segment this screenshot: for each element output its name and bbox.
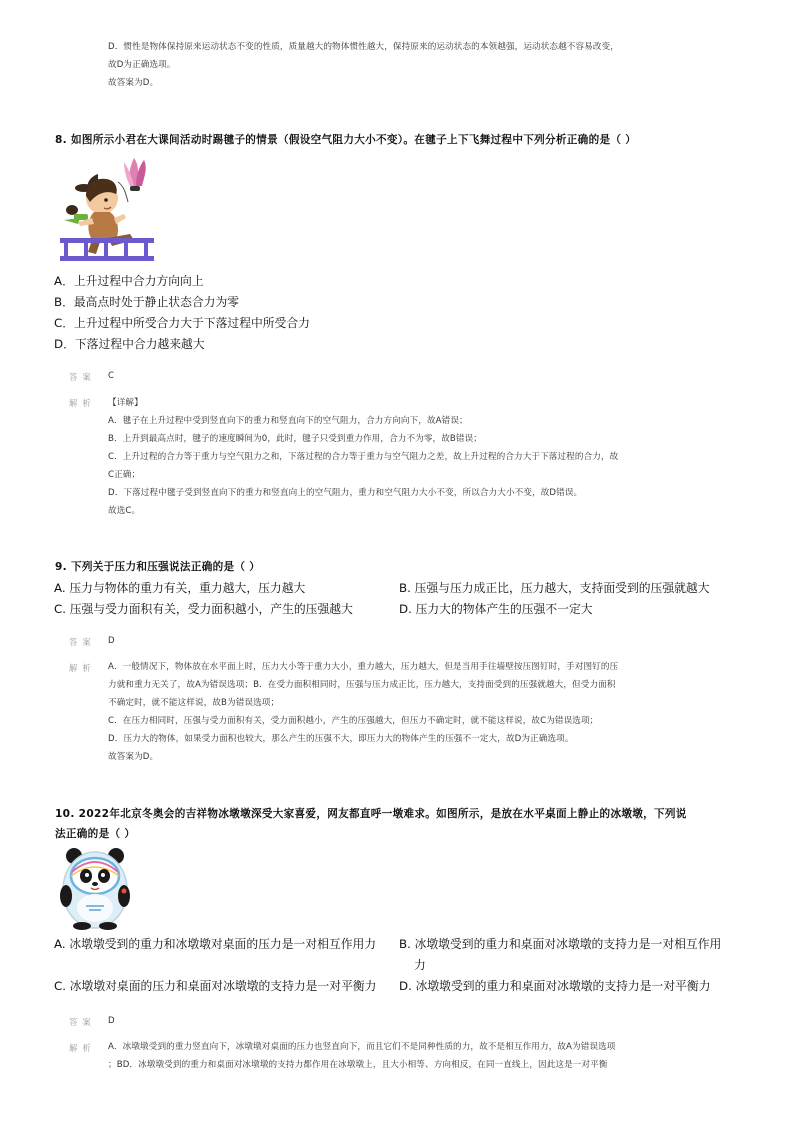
q8-analysis-line: D．下落过程中毽子受到竖直向下的重力和竖直向上的空气阻力，重力和空气阻力大小不变，所以合力大小不变，故D错误。 (108, 488, 583, 498)
q10-analysis-line: ；BD．冰墩墩受到的重力和桌面对冰墩墩的支持力都作用在冰墩墩上，且大小相等、方向相反，在同一直线上，因此这是一对平衡 (108, 1060, 608, 1070)
q9-answer-label: 答案 (69, 637, 96, 647)
q10-answer: D (108, 1016, 115, 1026)
q8-option-d[interactable]: D．下落过程中合力越来越大 (54, 337, 205, 351)
question-9-title: 9. 下列关于压力和压强说法正确的是（ ） (55, 561, 261, 573)
q8-option-c[interactable]: C．上升过程中所受合力大于下落过程中所受合力 (54, 316, 310, 330)
prev-analysis-line-3: 故答案为D。 (108, 78, 159, 88)
q9-answer: D (108, 636, 115, 646)
q9-option-c[interactable]: C. 压强与受力面积有关，受力面积越小，产生的压强越大 (54, 602, 353, 616)
q9-analysis-line: C．在压力相同时，压强与受力面积有关，受力面积越小，产生的压强越大，但压力不确定时，就不能这样说，故C为错误选项； (108, 716, 599, 726)
q8-analysis-line: 故选C。 (108, 506, 141, 516)
shuttlecock-icon (124, 158, 146, 191)
q9-analysis-line: 不确定时，就不能这样说，故B为错误选项； (108, 698, 280, 708)
q10-analysis-label: 解析 (69, 1043, 96, 1053)
prev-analysis-line-1: D．惯性是物体保持原来运动状态不变的性质，质量越大的物体惯性越大，保持原来的运动状态的本领越强，运动状态越不容易改变， (108, 42, 619, 52)
q9-analysis-line: D．压力大的物体，如果受力面积也较大，那么产生的压强不大，即压力大的物体产生的压强不一定大，故D为正确选项。 (108, 734, 574, 744)
q9-option-a[interactable]: A. 压力与物体的重力有关，重力越大，压力越大 (54, 581, 306, 595)
question-8-title: 8. 如图所示小君在大课间活动时踢毽子的情景（假设空气阻力大小不变）。在毽子上下飞舞过程中下列分析正确的是（ ） (55, 134, 637, 146)
q8-analysis-line: A．毽子在上升过程中受到竖直向下的重力和竖直向下的空气阻力，合力方向向下，故A错误； (108, 416, 468, 426)
q9-analysis-label: 解析 (69, 663, 96, 673)
q8-analysis-line: B．上升到最高点时，毽子的速度瞬间为0，此时，毽子只受到重力作用，合力不为零，故B错误； (108, 434, 483, 444)
bing-dwen-dwen-illustration (58, 846, 132, 930)
q8-answer: C (108, 371, 115, 381)
q8-answer-label: 答案 (69, 372, 96, 382)
q9-analysis-line: 故答案为D。 (108, 752, 159, 762)
q10-option-b[interactable]: B. 冰墩墩受到的重力和桌面对冰墩墩的支持力是一对相互作用 (399, 937, 722, 951)
q9-analysis-line: A．一般情况下，物体放在水平面上时，压力大小等于重力大小，重力越大，压力越大，但是当用手往墙壁按压图钉时，手对图钉的压 (108, 662, 619, 672)
q10-answer-label: 答案 (69, 1017, 96, 1027)
q8-option-a[interactable]: A．上升过程中合力方向向上 (54, 274, 204, 288)
q10-analysis-line: A．冰墩墩受到的重力竖直向下，冰墩墩对桌面的压力也竖直向下，而且它们不是同种性质的力，故不是相互作用力，故A为错误选项 (108, 1042, 616, 1052)
q9-option-b[interactable]: B. 压强与压力成正比，压力越大，支持面受到的压强就越大 (399, 581, 710, 595)
q9-analysis-line: 力就和重力无关了，故A为错误选项；B．在受力面积相同时，压强与压力成正比，压力越大，支持面受到的压强就越大，但受力面积 (108, 680, 616, 690)
question-10-title-line-2: 法正确的是（ ） (55, 828, 136, 840)
q8-analysis-line: 【详解】 (108, 398, 143, 408)
prev-analysis-line-2: 故D为正确选项。 (108, 60, 176, 70)
q10-option-a[interactable]: A. 冰墩墩受到的重力和冰墩墩对桌面的压力是一对相互作用力 (54, 937, 377, 951)
railing (60, 238, 154, 261)
q8-analysis-label: 解析 (69, 398, 96, 408)
q8-analysis-line: C．上升过程的合力等于重力与空气阻力之和，下落过程的合力等于重力与空气阻力之差，故上升过程的合力大于下落过程的合力，故 (108, 452, 619, 462)
q10-option-c[interactable]: C. 冰墩墩对桌面的压力和桌面对冰墩墩的支持力是一对平衡力 (54, 979, 377, 993)
question-10-title-line-1: 10. 2022年北京冬奥会的吉祥物冰墩墩深受大家喜爱，网友都直呼一墩难求。如图所示，是放在水平桌面上静止的冰墩墩，下列说 (55, 808, 687, 820)
q10-option-d[interactable]: D. 冰墩墩受到的重力和桌面对冰墩墩的支持力是一对平衡力 (399, 979, 711, 993)
q10-option-b-continued[interactable]: 力 (414, 958, 426, 972)
q8-option-b[interactable]: B．最高点时处于静止状态合力为零 (54, 295, 240, 309)
shuttlecock-kicking-illustration (58, 152, 154, 266)
q9-option-d[interactable]: D. 压力大的物体产生的压强不一定大 (399, 602, 593, 616)
q8-analysis-line: C正确； (108, 470, 141, 480)
